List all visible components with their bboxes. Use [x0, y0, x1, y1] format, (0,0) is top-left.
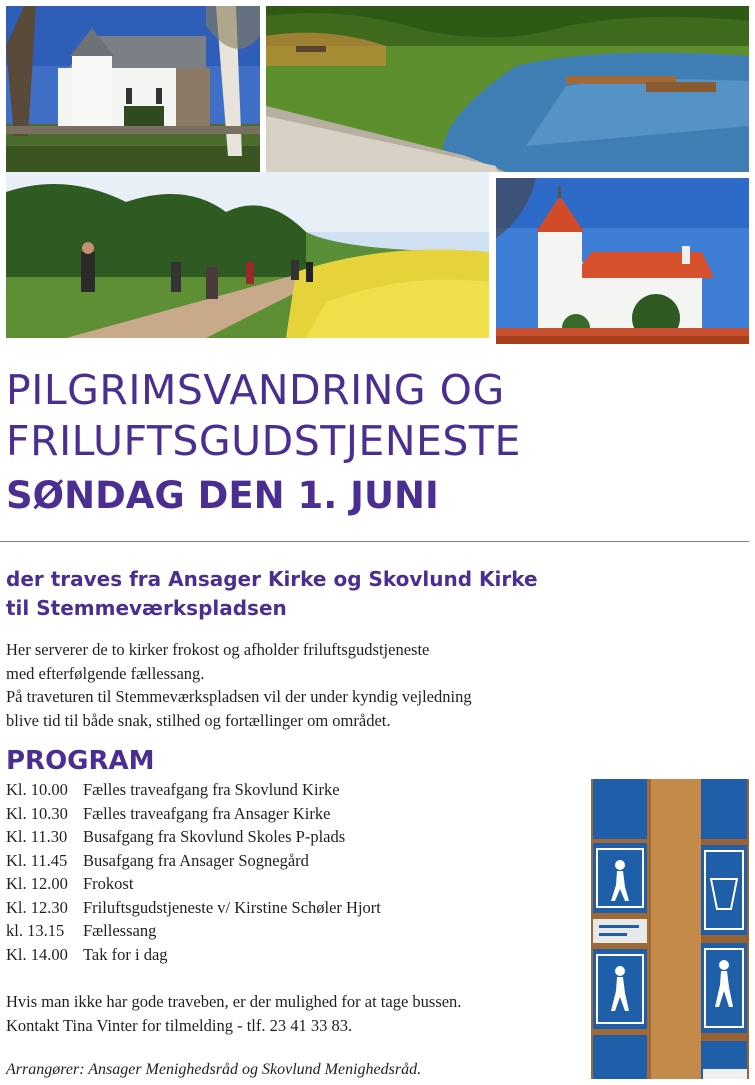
program-item — [6, 851, 309, 871]
intro-line-2: med efterfølgende fællessang. — [6, 664, 205, 683]
program-text: Busafgang fra Skovlund Skoles P-plads — [83, 827, 346, 846]
program-item — [6, 921, 156, 941]
program-time: Kl. 14.00 — [6, 945, 68, 964]
program-time: Kl. 11.45 — [6, 851, 68, 870]
subheading-line-2: til Stemmeværkspladsen — [6, 596, 287, 620]
program-time: Kl. 12.00 — [6, 874, 68, 893]
program-text: Tak for i dag — [83, 945, 168, 964]
program-text: Fællessang — [83, 921, 157, 940]
intro-line-4: blive tid til både snak, stilhed og fortællinger om området. — [6, 711, 391, 730]
program-item — [6, 874, 133, 894]
program-text: Busafgang fra Ansager Sognegård — [83, 851, 309, 870]
program-item — [6, 898, 381, 918]
subheading-line-1: der traves fra Ansager Kirke og Skovlund Kirke — [6, 567, 538, 591]
intro-line-1: Her serverer de to kirker frokost og afholder friluftsgudstjeneste — [6, 640, 430, 659]
program-text: Frokost — [83, 874, 134, 893]
program-text: Friluftsgudstjeneste v/ Kirstine Schøler Hjort — [83, 898, 381, 917]
program-item — [6, 804, 330, 824]
headline-line-2: FRILUFTSGUDSTJENESTE — [6, 417, 521, 465]
program-item — [6, 780, 340, 800]
intro-line-3: På traveturen til Stemmeværkspladsen vil der under kyndig vejledning — [6, 687, 472, 706]
church-photo-red-roof — [496, 178, 749, 344]
event-date: SØNDAG DEN 1. JUNI — [6, 474, 439, 517]
program-time: Kl. 10.30 — [6, 804, 68, 823]
program-time: Kl. 11.30 — [6, 827, 68, 846]
program-item — [6, 827, 345, 847]
program-heading: PROGRAM — [6, 746, 155, 776]
program-item — [6, 945, 168, 965]
program-time: kl. 13.15 — [6, 921, 65, 940]
organizers-line: Arrangører: Ansager Menighedsråd og Skovlund Menighedsråd. — [6, 1061, 422, 1078]
divider-rule — [0, 541, 749, 542]
bus-note: Hvis man ikke har gode traveben, er der mulighed for at tage bussen. — [6, 992, 462, 1011]
program-text: Fælles traveafgang fra Ansager Kirke — [83, 804, 331, 823]
contact-note: Kontakt Tina Vinter for tilmelding - tlf. 23 41 33 83. — [6, 1016, 353, 1035]
river-photo — [266, 6, 749, 172]
pilgrims-walking-photo — [6, 172, 489, 338]
trail-signs-photo — [591, 779, 749, 1079]
program-time: Kl. 12.30 — [6, 898, 68, 917]
program-time: Kl. 10.00 — [6, 780, 68, 799]
headline-line-1: PILGRIMSVANDRING OG — [6, 366, 505, 414]
program-text: Fælles traveafgang fra Skovlund Kirke — [83, 780, 340, 799]
church-photo-white — [6, 6, 260, 172]
